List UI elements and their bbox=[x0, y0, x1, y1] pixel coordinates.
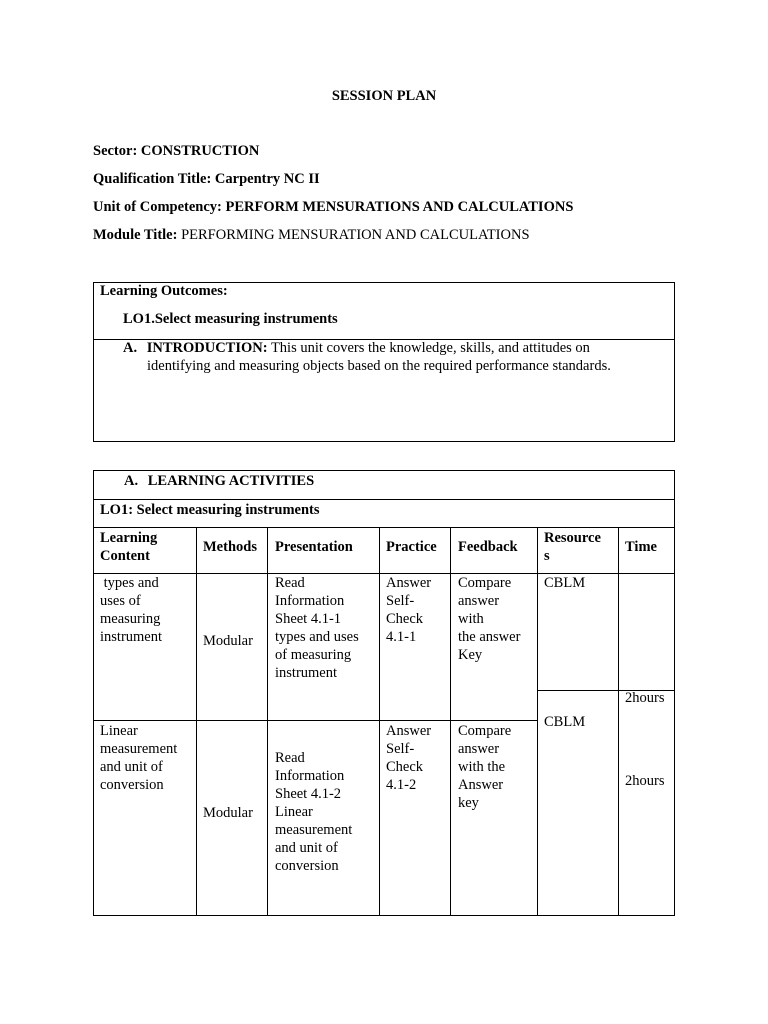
row2-content-line: measurement bbox=[100, 741, 178, 757]
header-learning-content bbox=[100, 529, 157, 565]
column-divider bbox=[379, 527, 380, 915]
row2-presentation-line: Information bbox=[275, 768, 345, 784]
header-resources-line2: s bbox=[544, 548, 550, 564]
row2-practice-line: Answer bbox=[386, 723, 432, 739]
module-line bbox=[93, 227, 530, 244]
table-rule bbox=[94, 720, 537, 721]
learning-outcomes-heading: Learning Outcomes: bbox=[100, 283, 228, 299]
activities-lo-title: LO1: Select measuring instruments bbox=[100, 502, 320, 518]
header-resources bbox=[544, 529, 601, 565]
row2-presentation-line: conversion bbox=[275, 858, 339, 874]
header-time: Time bbox=[625, 539, 657, 555]
row2-practice bbox=[386, 722, 431, 794]
header-resources-line1: Resource bbox=[544, 530, 601, 546]
introduction-marker: A. bbox=[123, 340, 138, 356]
row1-feedback-line: Compare bbox=[458, 575, 512, 591]
row2-content-line: Linear bbox=[100, 723, 138, 739]
qualification-line bbox=[93, 171, 320, 188]
row1-content-line: instrument bbox=[100, 629, 163, 645]
header-methods: Methods bbox=[203, 539, 257, 555]
column-divider bbox=[267, 527, 268, 915]
column-divider bbox=[618, 527, 619, 915]
table-rule bbox=[94, 573, 674, 574]
row1-presentation-line: of measuring bbox=[275, 647, 352, 663]
column-divider bbox=[196, 527, 197, 915]
row2-practice-line: Check bbox=[386, 759, 424, 775]
introduction-line-1 bbox=[123, 340, 590, 357]
column-divider bbox=[450, 527, 451, 915]
row2-feedback bbox=[458, 722, 511, 812]
document-title: SESSION PLAN bbox=[331, 88, 437, 104]
sector-label: Sector: bbox=[93, 143, 138, 159]
row1-presentation-line: Information bbox=[275, 593, 345, 609]
row1-presentation-line: Sheet 4.1-1 bbox=[275, 611, 342, 627]
row2-methods: Modular bbox=[203, 805, 253, 821]
sector-value: CONSTRUCTION bbox=[140, 143, 260, 159]
activities-section-marker: A. bbox=[124, 473, 139, 489]
unit-value: PERFORM MENSURATIONS AND CALCULATIONS bbox=[225, 199, 574, 215]
module-value: PERFORMING MENSURATION AND CALCULATIONS bbox=[181, 227, 530, 243]
row1-learning-content bbox=[100, 574, 162, 646]
header-practice: Practice bbox=[386, 539, 437, 555]
row2-presentation-line: and unit of bbox=[275, 840, 338, 856]
row1-feedback bbox=[458, 574, 520, 664]
row2-content-line: and unit of bbox=[100, 759, 163, 775]
introduction-label: INTRODUCTION: bbox=[146, 340, 268, 356]
row1-practice bbox=[386, 574, 431, 646]
row1-feedback-line: the answer bbox=[458, 629, 521, 645]
row2-presentation-line: Read bbox=[275, 750, 305, 766]
row1-feedback-line: with bbox=[458, 611, 484, 627]
header-learning-content-line2: Content bbox=[100, 548, 150, 564]
lo1-title: LO1.Select measuring instruments bbox=[123, 311, 338, 327]
row1-feedback-line: Key bbox=[458, 647, 483, 663]
row1-practice-line: Self- bbox=[386, 593, 415, 609]
row1-content-line: types and bbox=[100, 575, 159, 591]
row1-practice-line: Answer bbox=[386, 575, 432, 591]
row2-practice-line: 4.1-2 bbox=[386, 777, 417, 793]
unit-label: Unit of Competency: bbox=[93, 199, 222, 215]
row1-content-line: uses of bbox=[100, 593, 141, 609]
activities-section-title bbox=[124, 471, 314, 491]
header-feedback: Feedback bbox=[458, 539, 518, 555]
row2-feedback-line: answer bbox=[458, 741, 500, 757]
row2-feedback-line: with the bbox=[458, 759, 506, 775]
table-rule bbox=[94, 527, 674, 528]
row1-presentation-line: instrument bbox=[275, 665, 338, 681]
header-learning-content-line1: Learning bbox=[100, 530, 158, 546]
row1-resources: CBLM bbox=[544, 575, 586, 591]
sector-line bbox=[93, 143, 259, 160]
header-presentation: Presentation bbox=[275, 539, 353, 555]
row1-presentation-line: Read bbox=[275, 575, 305, 591]
row1-feedback-line: answer bbox=[458, 593, 500, 609]
row2-feedback-line: Compare bbox=[458, 723, 512, 739]
row2-practice-line: Self- bbox=[386, 741, 415, 757]
qualification-label: Qualification Title: bbox=[93, 171, 212, 187]
module-label: Module Title: bbox=[93, 227, 178, 243]
row2-time: 2hours bbox=[625, 773, 665, 789]
row1-practice-line: 4.1-1 bbox=[386, 629, 417, 645]
row2-content-line: conversion bbox=[100, 777, 164, 793]
row1-presentation bbox=[275, 574, 359, 682]
row2-presentation bbox=[275, 749, 352, 875]
introduction-text-1: This unit covers the knowledge, skills, and attitudes on bbox=[270, 340, 590, 356]
row2-resources: CBLM bbox=[544, 714, 586, 730]
row1-presentation-line: types and uses bbox=[275, 629, 359, 645]
row2-feedback-line: Answer bbox=[458, 777, 504, 793]
row1-methods: Modular bbox=[203, 633, 253, 649]
row1-time: 2hours bbox=[625, 690, 665, 706]
qualification-value: Carpentry NC II bbox=[214, 171, 320, 187]
column-divider bbox=[537, 527, 538, 915]
row2-presentation-line: Linear bbox=[275, 804, 313, 820]
unit-line bbox=[93, 199, 573, 216]
row1-content-line: measuring bbox=[100, 611, 161, 627]
row2-learning-content bbox=[100, 722, 177, 794]
introduction-text-2: identifying and measuring objects based on the required performance standards. bbox=[147, 358, 611, 374]
activities-section-label: LEARNING ACTIVITIES bbox=[147, 473, 315, 489]
row2-presentation-line: Sheet 4.1-2 bbox=[275, 786, 342, 802]
row2-presentation-line: measurement bbox=[275, 822, 353, 838]
row1-practice-line: Check bbox=[386, 611, 424, 627]
learning-activities-table bbox=[93, 470, 675, 916]
row2-feedback-line: key bbox=[458, 795, 479, 811]
